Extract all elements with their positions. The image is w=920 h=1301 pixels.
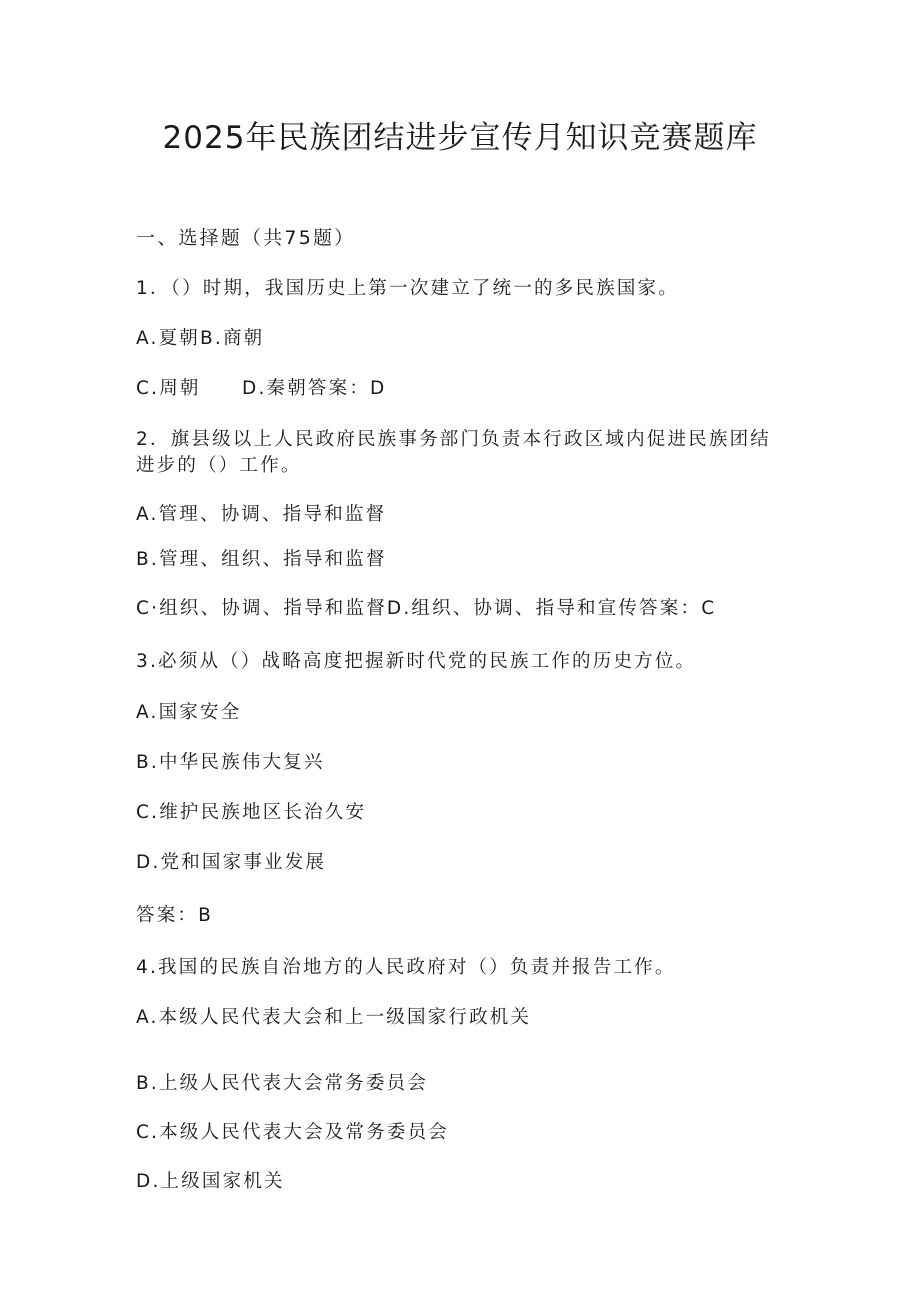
question-2-option-b: B.管理、组织、指导和监督 bbox=[136, 549, 387, 570]
question-3-option-d: D.党和国家事业发展 bbox=[136, 852, 327, 873]
question-2-options-cd-answer: C·组织、协调、指导和监督D.组织、协调、指导和宣传答案：C bbox=[136, 598, 717, 619]
question-1-options-ab: A.夏朝B.商朝 bbox=[136, 328, 265, 349]
question-2-stem: 2．旗县级以上人民政府民族事务部门负责本行政区域内促进民族团结进步的（）工作。 bbox=[136, 429, 771, 476]
question-3-option-c: C.维护民族地区长治久安 bbox=[136, 802, 367, 823]
question-4-option-a: A.本级人民代表大会和上一级国家行政机关 bbox=[136, 1007, 532, 1028]
section-heading: 一、选择题（共75题） bbox=[136, 227, 356, 249]
question-1-stem: 1．（）时期，我国历史上第一次建立了统一的多民族国家。 bbox=[136, 278, 679, 299]
question-3-stem: 3.必须从（）战略高度把握新时代党的民族工作的历史方位。 bbox=[136, 651, 697, 672]
question-1-options-cd-answer: C.周朝 D.秦朝答案：D bbox=[136, 378, 387, 399]
document-title: 2025年民族团结进步宣传月知识竞赛题库 bbox=[162, 120, 758, 156]
question-3-option-a: A.国家安全 bbox=[136, 702, 242, 723]
question-4-stem: 4.我国的民族自治地方的人民政府对（）负责并报告工作。 bbox=[136, 957, 676, 978]
question-4-option-c: C.本级人民代表大会及常务委员会 bbox=[136, 1122, 449, 1143]
question-3-answer: 答案：B bbox=[136, 905, 213, 926]
question-4-option-b: B.上级人民代表大会常务委员会 bbox=[136, 1073, 429, 1094]
question-2-option-a: A.管理、协调、指导和监督 bbox=[136, 504, 387, 525]
question-4-option-d: D.上级国家机关 bbox=[136, 1171, 285, 1192]
question-3-option-b: B.中华民族伟大复兴 bbox=[136, 752, 325, 773]
